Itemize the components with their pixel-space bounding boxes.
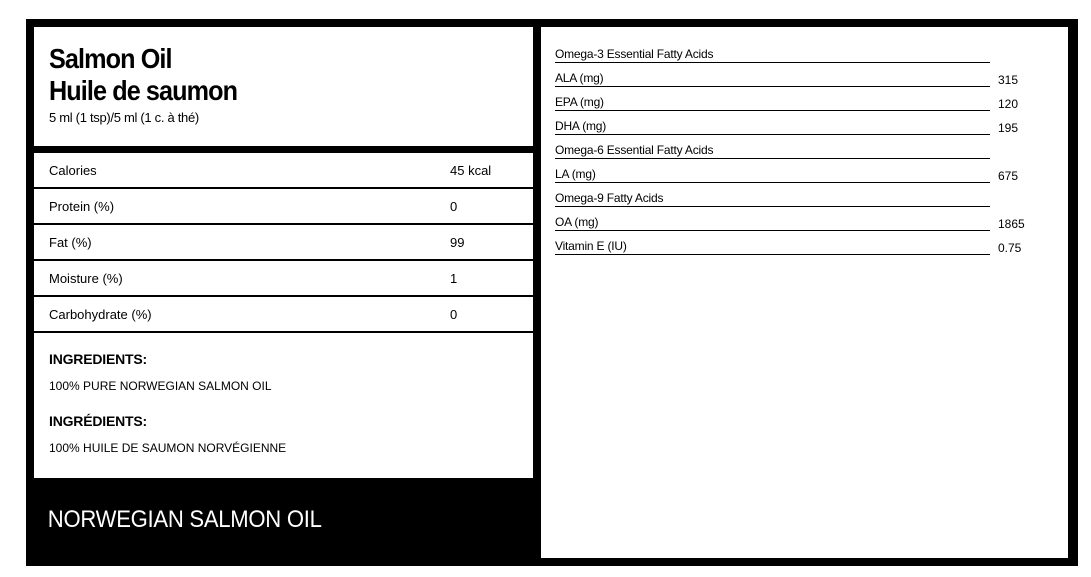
table-row bbox=[34, 153, 533, 187]
row-label: Calories bbox=[49, 163, 97, 178]
row-label: Fat (%) bbox=[49, 235, 92, 250]
fatty-acid-row bbox=[555, 119, 1055, 143]
fatty-acid-label: ALA (mg) bbox=[555, 71, 604, 85]
row-label: Protein (%) bbox=[49, 199, 115, 214]
fatty-acid-value: 675 bbox=[998, 169, 1019, 183]
ingredients-text-en: 100% PURE NORWEGIAN SALMON OIL bbox=[49, 379, 272, 393]
leader-line bbox=[555, 86, 990, 87]
fatty-acid-label: Omega-6 Essential Fatty Acids bbox=[555, 143, 714, 157]
ingredients-text-fr: 100% HUILE DE SAUMON NORVÉGIENNE bbox=[49, 441, 287, 455]
fatty-acid-label: LA (mg) bbox=[555, 167, 596, 181]
table-row bbox=[34, 297, 533, 331]
fatty-acid-row bbox=[555, 167, 1055, 191]
leader-line bbox=[555, 230, 990, 231]
leader-line bbox=[555, 110, 990, 111]
label-frame bbox=[26, 19, 1078, 566]
row-label: Carbohydrate (%) bbox=[49, 307, 152, 322]
row-value: 1 bbox=[450, 271, 458, 286]
guaranteed-analysis-table bbox=[34, 153, 533, 331]
ingredients-heading-fr: INGRÉDIENTS: bbox=[49, 413, 147, 429]
row-value: 0 bbox=[450, 199, 458, 214]
leader-line bbox=[555, 158, 990, 159]
fatty-acid-row bbox=[555, 239, 1055, 263]
leader-line bbox=[555, 254, 990, 255]
fatty-acid-row bbox=[555, 71, 1055, 95]
fatty-acid-value: 0.75 bbox=[998, 241, 1022, 255]
fatty-acid-label: EPA (mg) bbox=[555, 95, 604, 109]
row-value: 0 bbox=[450, 307, 458, 322]
row-value: 45 kcal bbox=[450, 163, 492, 178]
fatty-acid-value: 195 bbox=[998, 121, 1019, 135]
fatty-acid-label: OA (mg) bbox=[555, 215, 599, 229]
table-row bbox=[34, 225, 533, 259]
fatty-acid-label: DHA (mg) bbox=[555, 119, 607, 133]
product-title-en: Salmon Oil bbox=[49, 43, 172, 74]
leader-line bbox=[555, 62, 990, 63]
product-title-fr: Huile de saumon bbox=[49, 75, 238, 106]
fatty-acid-row bbox=[555, 215, 1055, 239]
ingredients-section bbox=[34, 333, 533, 478]
leader-line bbox=[555, 182, 990, 183]
ingredients-heading-en: INGREDIENTS: bbox=[49, 351, 147, 367]
fatty-acid-label: Vitamin E (IU) bbox=[555, 239, 627, 253]
fatty-acid-value: 120 bbox=[998, 97, 1019, 111]
fatty-acid-row bbox=[555, 143, 1055, 167]
fatty-acids-panel bbox=[541, 27, 1068, 558]
fatty-acid-row bbox=[555, 191, 1055, 215]
serving-size: 5 ml (1 tsp)/5 ml (1 c. à thé) bbox=[49, 110, 199, 125]
footer-product-name: NORWEGIAN SALMON OIL bbox=[34, 478, 493, 551]
leader-line bbox=[555, 134, 990, 135]
fatty-acid-row bbox=[555, 47, 1055, 71]
product-header bbox=[34, 27, 533, 146]
row-label: Moisture (%) bbox=[49, 271, 123, 286]
fatty-acid-value: 315 bbox=[998, 73, 1019, 87]
table-row bbox=[34, 261, 533, 295]
leader-line bbox=[555, 206, 990, 207]
left-panel bbox=[34, 27, 533, 551]
fatty-acid-label: Omega-9 Fatty Acids bbox=[555, 191, 664, 205]
fatty-acid-value: 1865 bbox=[998, 217, 1025, 231]
row-value: 99 bbox=[450, 235, 465, 250]
fatty-acid-row bbox=[555, 95, 1055, 119]
fatty-acid-label: Omega-3 Essential Fatty Acids bbox=[555, 47, 714, 61]
table-row bbox=[34, 189, 533, 223]
